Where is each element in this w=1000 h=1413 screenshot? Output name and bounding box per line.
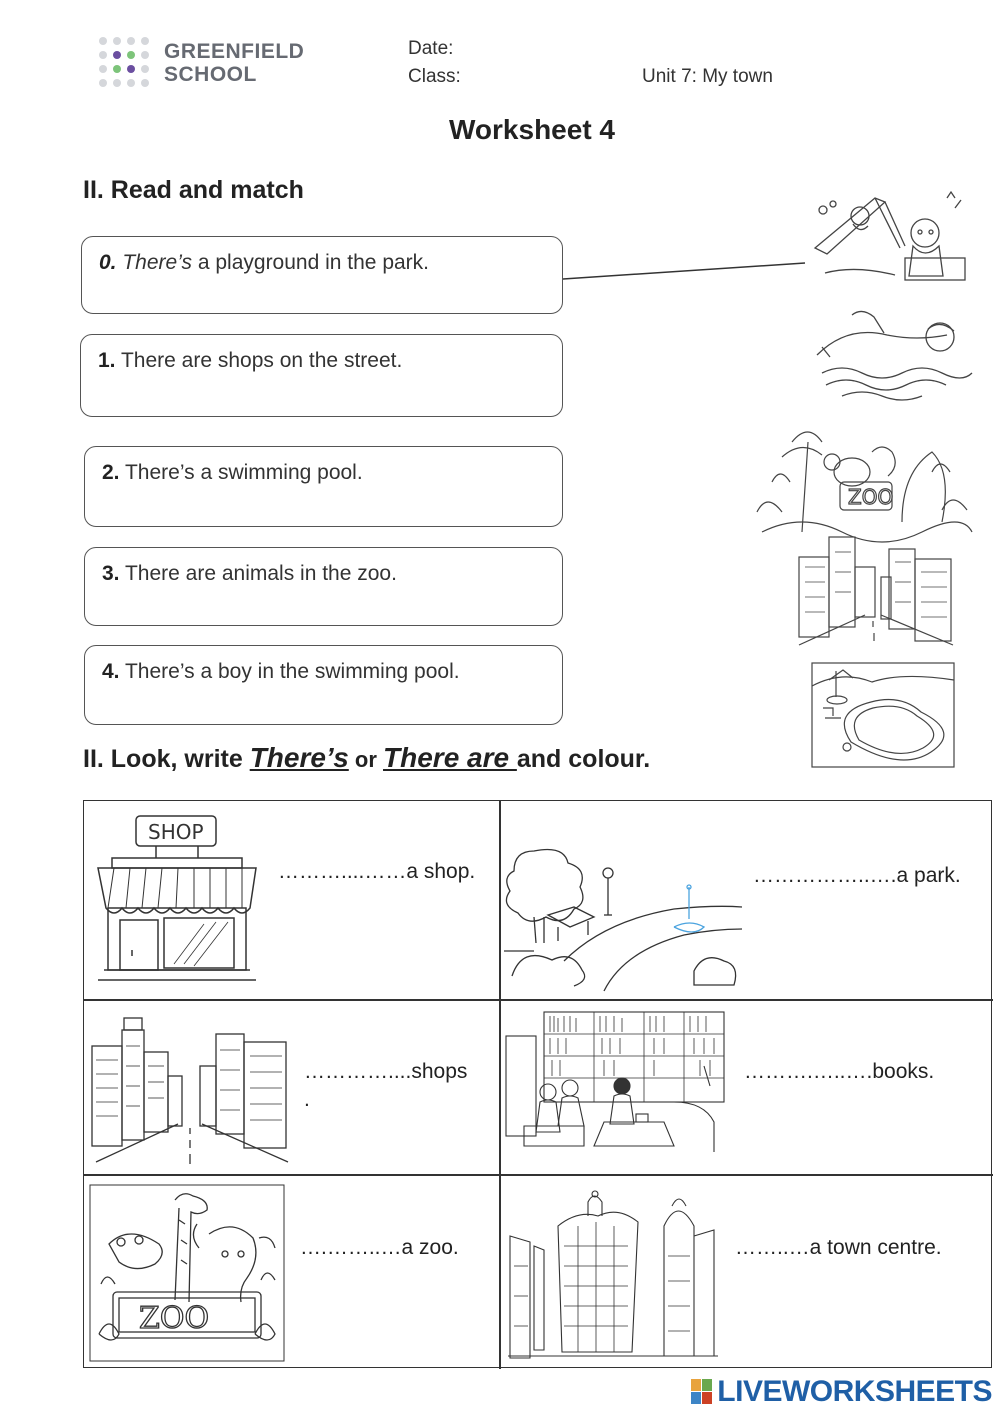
shop-picture — [94, 814, 260, 984]
match-item-0[interactable] — [81, 236, 563, 314]
cell-3-extra: . — [304, 1088, 310, 1111]
item-number: 1. — [98, 349, 116, 372]
cell-1-answer — [278, 860, 475, 884]
zoo-picture[interactable] — [752, 422, 974, 552]
school-logo-icon — [98, 36, 158, 88]
option-there-are: There are — [383, 742, 517, 773]
item-text: There’s a boy in the swimming pool. — [119, 660, 460, 683]
brand-name: LIVEWORKSHEETS — [717, 1375, 992, 1408]
item-lead: There’s — [122, 251, 193, 274]
worksheet-title: Worksheet 4 — [449, 114, 615, 145]
street-picture[interactable] — [797, 537, 955, 647]
answer-blank[interactable]: ……….…..…. — [744, 1060, 873, 1083]
cell-4-answer — [744, 1060, 934, 1084]
grid-divider-row2 — [84, 1174, 993, 1176]
answer-text: a zoo. — [401, 1236, 459, 1259]
class-label: Class: — [408, 66, 461, 87]
playground-picture[interactable] — [805, 188, 967, 288]
library-picture — [504, 1006, 730, 1164]
match-item-2[interactable] — [84, 446, 563, 527]
answer-blank[interactable]: ……..… — [735, 1236, 810, 1259]
item-number: 3. — [102, 562, 120, 585]
section2-heading — [83, 742, 650, 774]
cell-3-answer — [304, 1060, 467, 1084]
date-label: Date: — [408, 38, 454, 59]
answer-blank[interactable]: ………....…… — [278, 860, 407, 883]
shop-sign-text: SHOP — [148, 820, 204, 844]
answer-text: a park. — [896, 864, 961, 887]
answer-text: books. — [872, 1060, 935, 1083]
item-number: 2. — [102, 461, 120, 484]
item-text: a playground in the park. — [192, 251, 430, 274]
liveworksheets-logo-icon — [691, 1379, 713, 1405]
section1-heading: II. Read and match — [83, 176, 304, 204]
answer-text: a town centre. — [809, 1236, 942, 1259]
street-shops-picture — [90, 1016, 290, 1166]
school-name-line1: GREENFIELD — [164, 40, 305, 63]
liveworksheets-brand[interactable] — [691, 1375, 992, 1409]
cell-2-answer — [753, 864, 961, 888]
item-number: 0. — [99, 251, 117, 274]
zoo-sign-text: ZOO — [848, 485, 894, 509]
item-number: 4. — [102, 660, 120, 683]
item-text: There’s a swimming pool. — [119, 461, 363, 484]
cell-6-answer — [735, 1236, 942, 1260]
answer-blank[interactable]: ………….... — [304, 1060, 412, 1083]
town-centre-picture — [508, 1186, 718, 1358]
answer-blank[interactable]: ……………..…. — [753, 864, 897, 887]
exercise-grid — [83, 800, 992, 1368]
grid-divider-row1 — [84, 999, 993, 1001]
school-name-line2: SCHOOL — [164, 63, 257, 86]
match-item-3[interactable] — [84, 547, 563, 626]
park-picture — [504, 831, 742, 991]
option-theres: There’s — [249, 742, 349, 773]
zoo-sign-letters: ZOO — [139, 1301, 210, 1336]
zoo-sign-picture — [89, 1184, 285, 1362]
grid-divider-vertical — [499, 801, 501, 1369]
pool-picture[interactable] — [811, 662, 955, 768]
swimmer-picture[interactable] — [812, 305, 970, 400]
school-name — [164, 40, 304, 86]
answer-text: shops — [411, 1060, 468, 1083]
item-text: There are animals in the zoo. — [119, 562, 397, 585]
item-text: There are shops on the street. — [115, 349, 403, 372]
match-item-4[interactable] — [84, 645, 563, 725]
unit-label: Unit 7: My town — [642, 66, 773, 87]
heading-start: II. Look, write — [83, 745, 250, 773]
match-item-1[interactable] — [80, 334, 563, 417]
heading-or: or — [348, 747, 384, 772]
cell-5-answer — [300, 1236, 459, 1260]
heading-end: and colour. — [516, 745, 651, 773]
answer-text: a shop. — [406, 860, 476, 883]
answer-blank[interactable]: ….……..… — [300, 1236, 402, 1259]
